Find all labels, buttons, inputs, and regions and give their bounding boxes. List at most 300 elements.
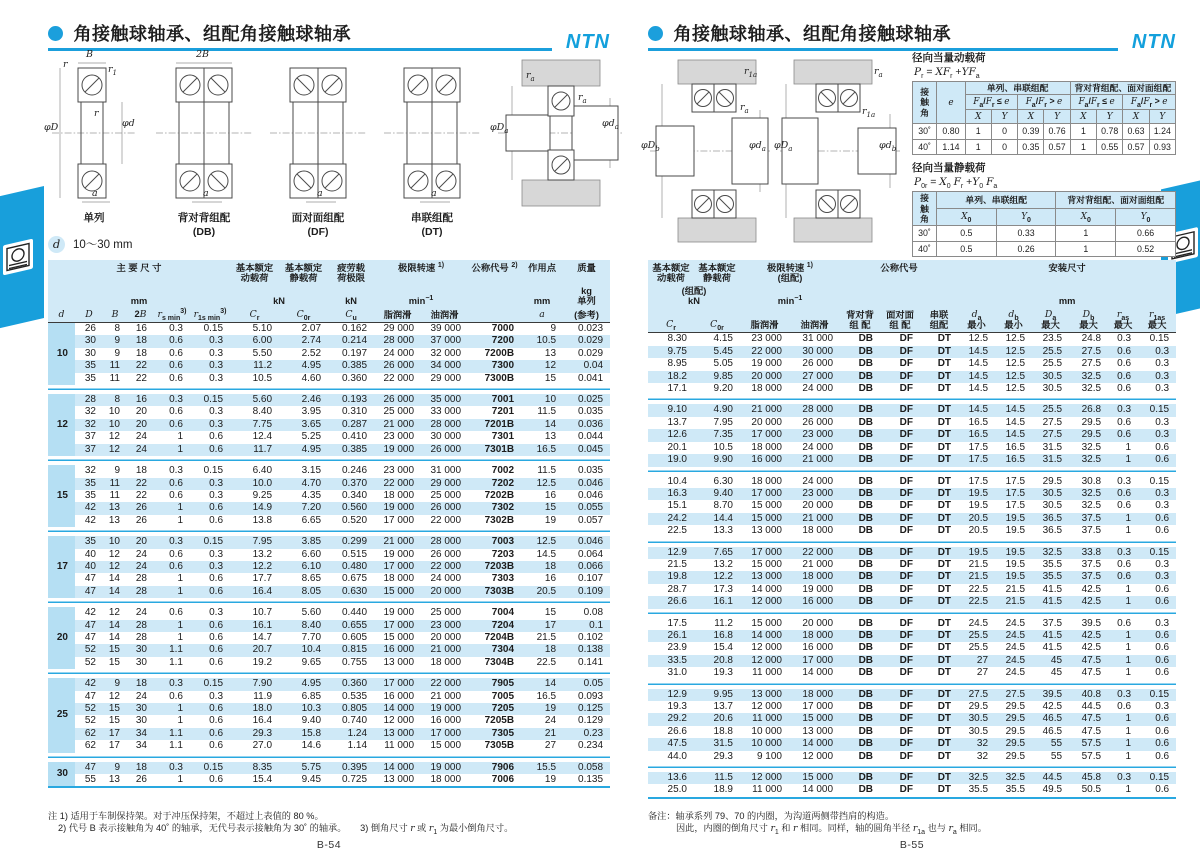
cell: 0.3 — [209, 406, 224, 418]
cell: 8.35 — [252, 761, 273, 773]
cell: 15 000 — [751, 558, 782, 570]
cell: 7.95 — [713, 416, 733, 428]
dim-label: a — [92, 188, 98, 199]
cell: 0.66 — [1116, 226, 1176, 242]
diagram-single-row — [44, 49, 140, 224]
cell: 13 — [544, 347, 557, 359]
cell: 0.046 — [578, 536, 604, 548]
cell: DT — [937, 583, 952, 595]
cell: 17 — [108, 727, 120, 739]
cell: DF — [899, 487, 914, 499]
cell: 12.9 — [667, 688, 687, 700]
cell: 24.5 — [1005, 617, 1026, 629]
cell: 1.14 — [347, 740, 368, 752]
cell: 0.15 — [203, 678, 224, 690]
diagram-mount-pair-2 — [774, 58, 902, 244]
cell: 1 — [1125, 784, 1132, 796]
cell: 14 000 — [383, 703, 415, 714]
table-row — [913, 124, 1176, 140]
col-header: kN — [345, 296, 357, 307]
cell: 27.5 — [1042, 429, 1063, 441]
cell: 0.6 — [1155, 454, 1170, 466]
cell: 9 — [114, 335, 120, 347]
cell: 7202B — [484, 489, 515, 501]
cell: 0.029 — [578, 335, 604, 347]
cell: 0.55 — [1097, 139, 1123, 155]
cell: 1.24 — [1149, 124, 1175, 140]
table-row — [48, 502, 610, 514]
cell: 21 000 — [751, 404, 782, 416]
cell: DB — [858, 654, 874, 666]
bullet-icon — [48, 26, 63, 41]
cell: 7305B — [484, 740, 515, 752]
cell: 11.2 — [253, 360, 273, 372]
col-header: 基本额定 静载荷 — [284, 263, 323, 284]
cell: 1 — [177, 585, 183, 597]
cell: 14.9 — [252, 502, 273, 514]
cell: 52 — [84, 656, 96, 668]
cell: 0.6 — [209, 514, 224, 526]
cell: 15.4 — [713, 642, 733, 654]
cell: 24.2 — [667, 512, 687, 524]
cell: 21 000 — [802, 512, 834, 524]
cell: 0.036 — [578, 418, 604, 430]
col-header: 串联 组配 — [920, 308, 958, 333]
cell: 0.046 — [578, 489, 604, 501]
cell: 32 000 — [430, 347, 462, 359]
cell: 12.5 — [536, 536, 557, 548]
cell: 0.6 — [1155, 596, 1170, 608]
cell: DT — [937, 404, 952, 416]
col-header: $d_a$ 最小 — [958, 308, 995, 333]
cell: 41.5 — [1042, 596, 1063, 608]
cell: 27 — [976, 654, 989, 666]
cell: 15 000 — [430, 740, 462, 752]
cell: 0.6 — [1117, 416, 1132, 428]
cell: DT — [937, 345, 952, 357]
cell: 11 — [109, 372, 120, 384]
cell: 21.5 — [667, 558, 687, 570]
cell: 9.40 — [713, 487, 733, 499]
cell: 0.3 — [1155, 701, 1170, 712]
table-row — [648, 500, 1176, 512]
col-header: 安装尺寸 — [1048, 263, 1086, 273]
cell: 7300B — [484, 372, 515, 384]
cell: 21.5 — [536, 631, 557, 643]
cell: 7905 — [491, 678, 515, 690]
cell: 10.7 — [252, 607, 273, 619]
cell: 42 — [84, 514, 96, 526]
cell: 19 000 — [430, 703, 462, 714]
table-row — [648, 404, 1176, 416]
cell: 12 — [108, 443, 120, 455]
cell: 17 000 — [383, 560, 415, 572]
cell: 1 — [177, 443, 183, 455]
cell: DT — [937, 370, 952, 382]
cell: 15 — [108, 715, 120, 727]
cell: 31 000 — [802, 333, 834, 345]
cell: 0 — [991, 139, 1017, 155]
cell: DF — [899, 654, 914, 666]
table-row — [648, 442, 1176, 454]
cell: 0.15 — [203, 536, 224, 548]
cell: 14 000 — [751, 629, 782, 641]
cell: 16 000 — [802, 596, 834, 608]
table-row — [648, 358, 1176, 370]
diagram-db — [152, 49, 256, 238]
cell: 5.25 — [301, 431, 322, 443]
col-header: 单列、串联组配 — [965, 82, 1070, 95]
table-row — [648, 346, 1176, 358]
cell: 22 000 — [383, 477, 415, 489]
cell: 41.5 — [1042, 642, 1063, 654]
cell: 0.6 — [209, 619, 224, 631]
cell: 33 000 — [430, 406, 462, 418]
cell: 11.5 — [714, 772, 733, 784]
cell: 1 — [965, 124, 991, 140]
col-header: mm — [533, 296, 551, 307]
cell: 47 — [84, 761, 96, 773]
cell: 0.33 — [996, 226, 1056, 242]
cell: DT — [937, 441, 952, 453]
cell: 0.15 — [1149, 475, 1170, 487]
cell: 20 000 — [430, 631, 462, 643]
cell: 27.5 — [1042, 416, 1063, 428]
cell: 11 000 — [752, 713, 782, 725]
group-separator — [648, 538, 1176, 547]
table-row — [48, 728, 610, 740]
cell: 0.6 — [209, 740, 224, 752]
cell: 0.3 — [1155, 571, 1170, 583]
col-header: kN — [273, 296, 285, 307]
cell: 15 000 — [751, 512, 782, 524]
table-row — [48, 431, 610, 443]
table-row — [48, 774, 610, 787]
cell: DF — [899, 500, 914, 512]
cell: 32.5 — [1081, 383, 1102, 395]
cell: 9 — [550, 323, 557, 335]
diagram-mounting — [490, 58, 626, 208]
cell: DB — [858, 500, 874, 512]
cell: 17 000 — [751, 546, 782, 558]
right-page — [641, 20, 1176, 851]
table-row — [48, 632, 610, 644]
cell: 32.5 — [1081, 487, 1102, 499]
cell: 0.6 — [209, 703, 224, 714]
table-row — [648, 772, 1176, 784]
cell: 0.3 — [209, 548, 224, 560]
group-separator — [648, 680, 1176, 689]
cell: 14.5 — [968, 404, 989, 416]
cell: 1 — [177, 431, 183, 443]
cell: 24.8 — [1081, 333, 1102, 345]
col-header: 面对面 组 配 — [880, 308, 920, 333]
cell: 23 000 — [802, 429, 834, 441]
cell: 0.15 — [1149, 688, 1170, 700]
cell: 30 000 — [430, 431, 462, 443]
cell: 14.6 — [301, 740, 322, 752]
cell: 0.340 — [342, 489, 368, 501]
col-header: d — [48, 308, 75, 323]
table-row — [48, 465, 610, 477]
cell: 7.95 — [252, 536, 273, 548]
cell: 19.5 — [1005, 525, 1026, 537]
cell: 32.5 — [1081, 454, 1102, 466]
cell: 15 000 — [802, 772, 834, 784]
cell: 0.6 — [169, 560, 183, 572]
footnote: 因此，内圈的倒角尺寸 $r_1$ 和 r 相同。同样，轴的圆角半径 $r_{1a}$ 也与 $r_a$ 相同。 — [676, 823, 987, 837]
cell: 14 — [108, 619, 120, 631]
col-header: X — [1018, 109, 1044, 123]
cell: 24 — [135, 690, 147, 702]
table-row — [48, 406, 610, 418]
cell: DF — [899, 512, 914, 524]
dim-label: $r_1$ — [108, 64, 118, 77]
dynamic-load-table — [912, 81, 1176, 155]
col-header: B — [103, 308, 127, 323]
cell: DB — [858, 546, 874, 558]
cell: 14.7 — [252, 631, 273, 643]
cell: 25 000 — [430, 489, 462, 501]
col-header: $r_{as}$ 最大 — [1108, 308, 1138, 333]
cell: 30.5 — [1042, 370, 1063, 382]
table-row — [648, 618, 1176, 630]
cell: 18 000 — [802, 571, 834, 583]
cell: 10.3 — [301, 703, 322, 714]
cell: 24 — [135, 607, 147, 619]
cell: 30.5 — [1042, 383, 1063, 395]
cell: 40.8 — [1081, 688, 1102, 700]
cell: DB — [858, 738, 874, 750]
cell: DB — [858, 583, 874, 595]
cell: 17.5 — [968, 475, 989, 487]
cell: 35 — [84, 360, 96, 372]
cell: 20 000 — [430, 585, 462, 597]
cell: 15 — [108, 703, 120, 714]
table-row — [648, 371, 1176, 383]
cell: 0.3 — [209, 607, 224, 619]
cell: 24.5 — [1005, 642, 1026, 654]
table-row — [648, 713, 1176, 725]
cell: 25.0 — [667, 784, 687, 796]
cell: 45 — [1050, 654, 1063, 666]
bullet-icon — [648, 26, 663, 41]
cell: DF — [899, 571, 914, 583]
cell: 7302B — [484, 514, 515, 526]
cell: 29.5 — [1005, 725, 1026, 737]
cell: 26 — [135, 514, 147, 526]
cell: 22 — [135, 477, 147, 489]
col-header: 单列、串联组配 — [936, 192, 1056, 208]
edge-tab-left[interactable] — [0, 186, 44, 330]
footnote: 注 1) 适用于车制保持架。对于冲压保持架，不超过上表值的 80 %。 — [48, 811, 324, 821]
cell: 4.95 — [301, 678, 322, 690]
cell: 47 — [84, 631, 96, 643]
cell: 0.058 — [578, 761, 604, 773]
cell: 0.6 — [1155, 713, 1170, 725]
diagram-caption: 面对面组配 (DF) — [291, 212, 345, 238]
col-header: $\min^{-1}$ — [777, 295, 803, 307]
cell: 7002 — [491, 465, 515, 477]
cell: 19 000 — [802, 583, 834, 595]
cell: 0.045 — [578, 443, 604, 455]
cell: 30 — [84, 335, 96, 347]
cell: 1 — [177, 619, 183, 631]
cell: 0.3 — [209, 690, 224, 702]
cell: 0.35 — [1018, 139, 1044, 155]
cell: 13.2 — [713, 558, 733, 570]
col-header: 主 要 尺 寸 — [116, 263, 162, 273]
cell: 19.0 — [667, 454, 687, 466]
cell: 22 000 — [802, 546, 834, 558]
group-separator — [648, 763, 1176, 772]
cell: 23 000 — [430, 619, 462, 631]
cell: 25 000 — [430, 607, 462, 619]
cell: 7203 — [491, 548, 515, 560]
cell: 1.1 — [169, 740, 183, 752]
cell: 1.1 — [169, 644, 183, 656]
cell: DT — [937, 750, 952, 762]
cell: 52 — [84, 715, 96, 727]
cell: 39.5 — [1042, 688, 1063, 700]
cell: 42 — [84, 502, 96, 514]
cell: 47 — [84, 585, 96, 597]
cell: 30 — [135, 644, 147, 656]
cell: DB — [858, 713, 874, 725]
col-header: mm — [1058, 296, 1076, 307]
cell: 0.6 — [169, 690, 183, 702]
cell: 47.5 — [1081, 713, 1102, 725]
cell: 6.30 — [713, 475, 733, 487]
d-range-value: 10～30 mm — [73, 239, 133, 251]
col-header: $D_a$ 最大 — [1032, 308, 1069, 333]
dim-label: a — [317, 188, 323, 199]
col-header — [468, 285, 521, 308]
cell: 20.6 — [713, 713, 733, 725]
cell: 24 000 — [383, 347, 415, 359]
cell: 0.15 — [1149, 546, 1170, 558]
cell: 26 — [135, 502, 147, 514]
cell: DB — [858, 441, 874, 453]
cell: 19.2 — [252, 656, 273, 668]
cell: 21 000 — [430, 690, 462, 702]
cell: 0.044 — [578, 431, 604, 443]
cell: 8.30 — [667, 333, 687, 345]
cell: 0.385 — [342, 360, 368, 372]
cell: DB — [858, 333, 874, 345]
cell: 14 000 — [802, 738, 834, 750]
col-header: 基本额定 静载荷 — [698, 263, 736, 284]
cell: 17.5 — [968, 441, 989, 453]
cell: 15.5 — [536, 761, 557, 773]
cell: 1 — [1125, 629, 1132, 641]
cell: 37.5 — [1081, 558, 1102, 570]
cell: DB — [858, 358, 874, 370]
d-group-label: 17 — [48, 536, 75, 598]
cell: 18 — [135, 347, 147, 359]
cell: 0.15 — [1149, 333, 1170, 345]
cell: 15 — [544, 502, 557, 514]
cell: 15 000 — [802, 713, 834, 725]
cell: 37 — [84, 443, 96, 455]
cell: 0.6 — [209, 727, 224, 739]
cell: 0.52 — [1116, 241, 1176, 257]
table-row — [648, 726, 1176, 738]
table-row — [48, 586, 610, 598]
d-group-label: 15 — [48, 465, 75, 527]
col-header: a — [521, 308, 563, 323]
cell: 28 000 — [430, 418, 462, 430]
cell: 0.6 — [169, 406, 183, 418]
cell: 0.064 — [578, 548, 604, 560]
d-group-label: 30 — [48, 762, 75, 788]
cell: 0.6 — [169, 548, 183, 560]
cell: 40 — [84, 560, 96, 572]
table-row — [648, 630, 1176, 642]
cell: 0.6 — [1155, 784, 1170, 796]
cell: DB — [858, 512, 874, 524]
cell: 42 — [84, 678, 96, 690]
group-separator — [48, 753, 610, 762]
cell: 12.5 — [1005, 370, 1026, 382]
cell: 3.85 — [301, 536, 322, 548]
col-header: 公称代号 — [880, 263, 918, 273]
cell: 7303B — [484, 585, 515, 597]
table-row — [913, 139, 1176, 155]
cell: 0.57 — [1044, 139, 1070, 155]
cell: 14 000 — [802, 784, 834, 796]
cell: 32.5 — [968, 772, 989, 784]
cell: 8 — [114, 323, 120, 335]
cell: DT — [937, 558, 952, 570]
cell: 7201 — [491, 406, 515, 418]
table-row — [648, 429, 1176, 441]
cell: DF — [899, 429, 914, 441]
cell: 16.5 — [1005, 441, 1026, 453]
cell: 0.3 — [1117, 772, 1132, 784]
cell: 0.3 — [1117, 546, 1132, 558]
cell: 0.3 — [209, 347, 224, 359]
cell: 12.4 — [252, 431, 273, 443]
cell: 7200B — [484, 347, 515, 359]
cell: 18 — [544, 560, 557, 572]
cell: 1.14 — [937, 139, 965, 155]
cell: 22 000 — [430, 514, 462, 526]
table-row — [48, 715, 610, 727]
cell: 27 — [976, 667, 989, 679]
cell: 5.05 — [713, 358, 733, 370]
cell: 15 000 — [383, 585, 415, 597]
cell: 0.6 — [1155, 667, 1170, 679]
cell: 7005 — [491, 690, 515, 702]
table-row — [648, 513, 1176, 525]
table-row — [648, 454, 1176, 466]
cell: 1 — [1125, 583, 1132, 595]
dim-label: $r_a$ — [578, 92, 587, 105]
cell: 0.3 — [1117, 404, 1132, 416]
cell: 0.93 — [1149, 139, 1175, 155]
cell: 0.535 — [342, 690, 368, 702]
col-header: e — [937, 82, 965, 124]
group-separator — [648, 395, 1176, 404]
table-row — [648, 547, 1176, 559]
dim-label: $\varphi d_a$ — [602, 118, 619, 131]
cell: 30 000 — [802, 345, 834, 357]
right-bearing-table — [648, 260, 1176, 799]
cell: 12 000 — [751, 772, 782, 784]
cell: 0.3 — [169, 761, 183, 773]
cell: 12.5 — [1005, 358, 1026, 370]
